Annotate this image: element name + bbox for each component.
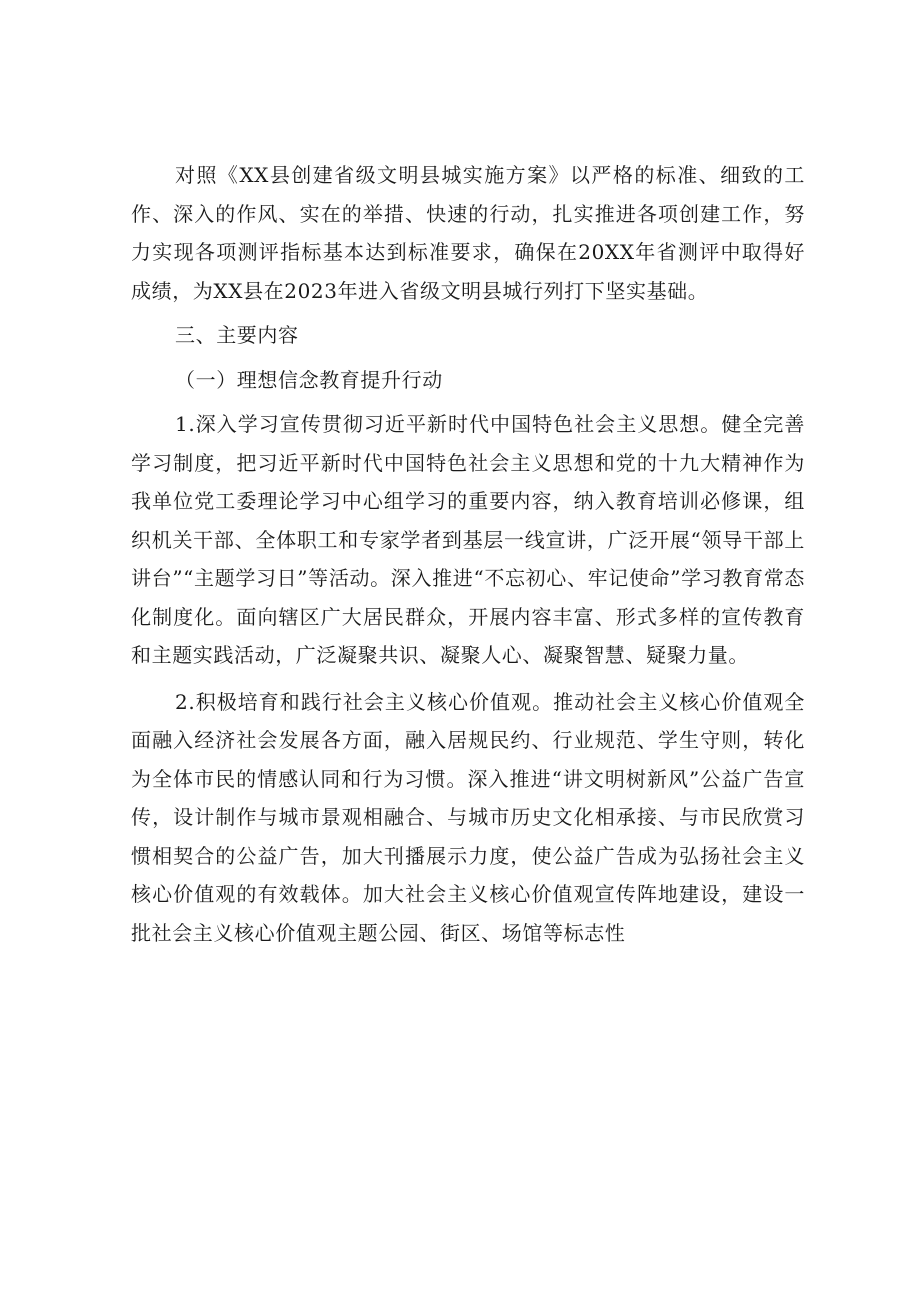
intro-paragraph: 对照《XX县创建省级文明县城实施方案》以严格的标准、细致的工作、深入的作风、实在的举措、快速的行动，扎实推进各项创建工作，努力实现各项测评指标基本达到标准要求，确保在20XX年省测评中取得好成绩，为XX县在2023年进入省级文明县城行列打下坚实基础。 <box>131 163 805 303</box>
item-paragraph-2: 2.积极培育和践行社会主义核心价值观。推动社会主义核心价值观全面融入经济社会发展各方面，融入居规民约、行业规范、学生守则，转化为全体市民的情感认同和行为习惯。深入推进“讲文明树新风”公益广告宣传，设计制作与城市景观相融合、与城市历史文化相承接、与市民欣赏习惯相契合的公益广告，加大刊播展示力度，使公益广告成为弘扬社会主义核心价值观的有效载体。加大社会主义核心价值观宣传阵地建设，建设一批社会主义核心价值观主题公园、街区、场馆等标志性 <box>131 689 805 945</box>
section-heading: 三、主要内容 <box>175 323 299 347</box>
subsection-heading: （一）理想信念教育提升行动 <box>175 367 443 392</box>
item-paragraph-1: 1.深入学习宣传贯彻习近平新时代中国特色社会主义思想。健全完善学习制度，把习近平新时代中国特色社会主义思想和党的十九大精神作为我单位党工委理论学习中心组学习的重要内容，纳入教育培训必修课，组织机关干部、全体职工和专家学者到基层一线宣讲，广泛开展“领导干部上讲台”“主题学习日”等活动。深入推进“不忘初心、牢记使命”学习教育常态化制度化。面向辖区广大居民群众，开展内容丰富、形式多样的宣传教育和主题实践活动，广泛凝聚共识、凝聚人心、凝聚智慧、疑聚力量。 <box>131 412 805 667</box>
document-body <box>131 156 805 952</box>
